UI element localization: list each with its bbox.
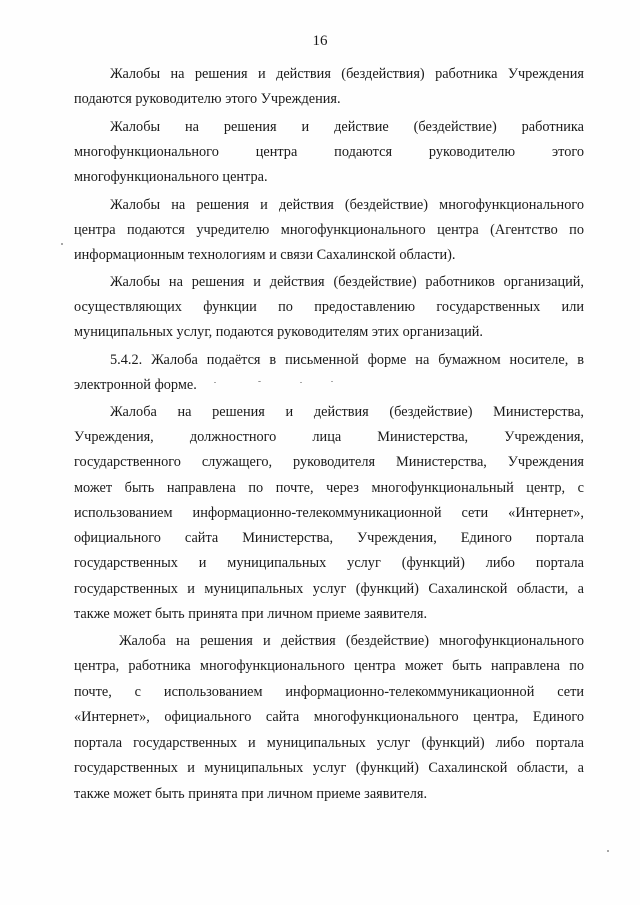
scan-speck <box>607 850 609 852</box>
text-line: Жалоба на решения и действия (бездействие) многофункционального <box>119 633 584 649</box>
text-line: почте, с использованием информационно-телекоммуникационной сети <box>74 684 584 700</box>
text-line: также может быть принята при личном приеме заявителя. <box>74 606 428 622</box>
text-line: также может быть принята при личном приеме заявителя. <box>74 786 428 802</box>
text-line: государственного служащего, руководителя Министерства, Учреждения <box>74 454 584 470</box>
text-line: Жалобы на решения и действия (бездействие) многофункционального <box>110 197 584 213</box>
scan-speck <box>331 381 333 382</box>
text-line: Жалобы на решения и действия (бездействия) работника Учреждения <box>110 66 584 82</box>
text-line: официального сайта Министерства, Учреждения, Единого портала <box>74 530 584 546</box>
text-line: Жалобы на решения и действия (бездействие) работников организаций, <box>110 274 584 290</box>
text-line: портала государственных и муниципальных услуг (функций) либо портала <box>74 735 584 751</box>
text-line: центра, работника многофункционального центра может быть направлена по <box>74 658 584 674</box>
text-line: Учреждения, должностного лица Министерства, Учреждения, <box>74 429 584 445</box>
text-line: электронной форме. <box>74 377 197 393</box>
text-line: муниципальных услуг, подаются руководителям этих организаций. <box>74 324 483 340</box>
text-line: «Интернет», официального сайта многофункционального центра, Единого <box>74 709 584 725</box>
text-line: может быть направлена по почте, через многофункциональный центр, с <box>74 480 584 496</box>
scan-speck <box>61 243 63 245</box>
text-line: подаются руководителю этого Учреждения. <box>74 91 341 107</box>
text-line: Жалобы на решения и действие (бездействие) работника <box>110 119 584 135</box>
text-line: многофункционального центра подаются руководителю этого <box>74 144 584 160</box>
text-line: государственных и муниципальных услуг (функций) Сахалинской области, а <box>74 581 584 597</box>
text-line: использованием информационно-телекоммуникационной сети «Интернет», <box>74 505 584 521</box>
scan-speck <box>214 382 216 383</box>
text-line: информационным технологиям и связи Сахалинской области). <box>74 247 456 263</box>
text-line: государственных и муниципальных услуг (функций) Сахалинской области, а <box>74 760 584 776</box>
text-line: 5.4.2. Жалоба подаётся в письменной форме на бумажном носителе, в <box>110 352 584 368</box>
text-line: многофункционального центра. <box>74 169 268 185</box>
text-line: центра подаются учредителю многофункционального центра (Агентство по <box>74 222 584 238</box>
page-number: 16 <box>312 33 328 49</box>
text-line: государственных и муниципальных услуг (функций) либо портала <box>74 555 584 571</box>
text-line: осуществляющих функции по предоставлению государственных или <box>74 299 584 315</box>
scan-speck <box>258 381 261 382</box>
text-line: Жалоба на решения и действия (бездействие) Министерства, <box>110 404 584 420</box>
scan-speck <box>300 382 302 383</box>
